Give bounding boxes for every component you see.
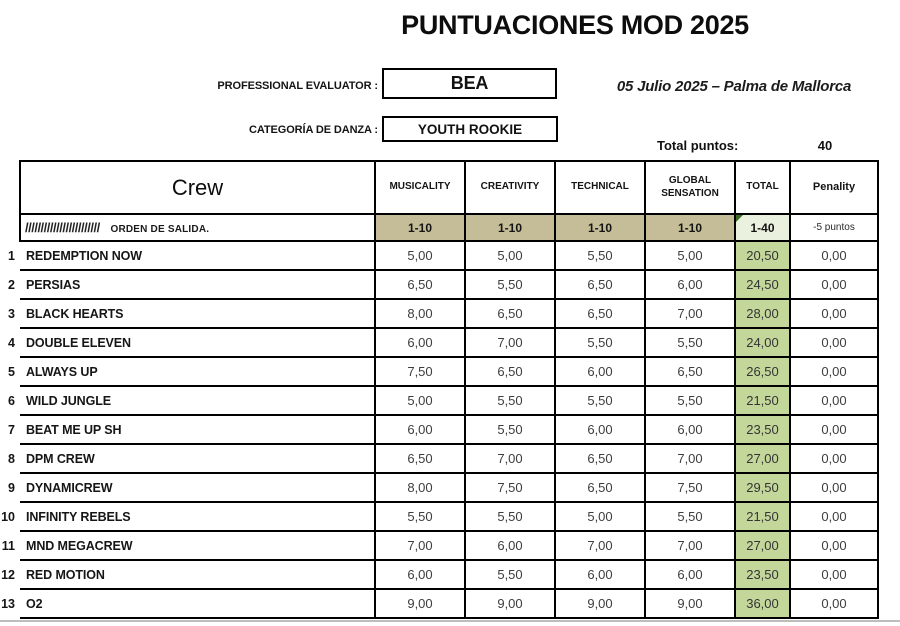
score-global-sensation: 6,00 bbox=[645, 560, 735, 589]
score-creativity: 5,50 bbox=[465, 386, 555, 415]
penalty-score: 0,00 bbox=[790, 531, 878, 560]
table-row bbox=[1, 299, 878, 328]
score-musicality: 5,50 bbox=[375, 502, 465, 531]
score-global-sensation: 7,50 bbox=[645, 473, 735, 502]
crew-name: DYNAMICREW bbox=[20, 473, 375, 502]
total-score: 29,50 bbox=[735, 473, 790, 502]
total-score: 24,50 bbox=[735, 270, 790, 299]
range-total bbox=[735, 214, 790, 241]
category-label: CATEGORÍA DE DANZA : bbox=[249, 124, 378, 136]
penalty-score: 0,00 bbox=[790, 386, 878, 415]
range-creativity: 1-10 bbox=[465, 214, 555, 241]
score-technical: 5,50 bbox=[555, 328, 645, 357]
column-header-musicality: MUSICALITY bbox=[375, 161, 465, 214]
total-score: 21,50 bbox=[735, 502, 790, 531]
penalty-score: 0,00 bbox=[790, 357, 878, 386]
score-global-sensation: 5,50 bbox=[645, 328, 735, 357]
score-musicality: 7,00 bbox=[375, 531, 465, 560]
score-technical: 5,50 bbox=[555, 241, 645, 270]
table-row bbox=[1, 270, 878, 299]
score-musicality: 7,50 bbox=[375, 357, 465, 386]
total-score: 26,50 bbox=[735, 357, 790, 386]
penalty-score: 0,00 bbox=[790, 270, 878, 299]
table-header-row bbox=[1, 161, 878, 214]
score-musicality: 6,50 bbox=[375, 444, 465, 473]
crew-name: ALWAYS UP bbox=[20, 357, 375, 386]
score-creativity: 6,50 bbox=[465, 357, 555, 386]
table-row bbox=[1, 444, 878, 473]
row-number: 13 bbox=[1, 596, 15, 611]
orden-de-salida-cell bbox=[20, 214, 375, 241]
penalty-score: 0,00 bbox=[790, 328, 878, 357]
score-musicality: 6,00 bbox=[375, 328, 465, 357]
score-table bbox=[1, 160, 879, 619]
score-technical: 6,00 bbox=[555, 357, 645, 386]
crew-name: INFINITY REBELS bbox=[20, 502, 375, 531]
row-number: 6 bbox=[8, 393, 15, 408]
score-global-sensation: 5,50 bbox=[645, 386, 735, 415]
table-row bbox=[1, 502, 878, 531]
order-range-row bbox=[1, 214, 878, 241]
category-value-box: YOUTH ROOKIE bbox=[382, 116, 558, 142]
penalty-score: 0,00 bbox=[790, 415, 878, 444]
column-header-penality: Penality bbox=[790, 161, 878, 214]
total-score: 27,00 bbox=[735, 444, 790, 473]
total-score: 23,50 bbox=[735, 415, 790, 444]
score-creativity: 7,00 bbox=[465, 444, 555, 473]
row-number: 4 bbox=[8, 335, 15, 350]
crew-name: DOUBLE ELEVEN bbox=[20, 328, 375, 357]
score-creativity: 5,50 bbox=[465, 502, 555, 531]
crew-name: O2 bbox=[20, 589, 375, 618]
score-global-sensation: 5,00 bbox=[645, 241, 735, 270]
crew-name: BEAT ME UP SH bbox=[20, 415, 375, 444]
table-row bbox=[1, 241, 878, 270]
evaluator-value-box: BEA bbox=[382, 68, 557, 99]
score-creativity: 7,00 bbox=[465, 328, 555, 357]
row-number: 1 bbox=[8, 248, 15, 263]
range-technical: 1-10 bbox=[555, 214, 645, 241]
total-points-value: 40 bbox=[817, 138, 833, 153]
score-creativity: 5,50 bbox=[465, 560, 555, 589]
score-technical: 5,00 bbox=[555, 502, 645, 531]
range-penalty: -5 puntos bbox=[790, 214, 878, 241]
score-global-sensation: 7,00 bbox=[645, 444, 735, 473]
score-creativity: 5,50 bbox=[465, 270, 555, 299]
score-musicality: 5,00 bbox=[375, 241, 465, 270]
total-score: 27,00 bbox=[735, 531, 790, 560]
crew-name: REDEMPTION NOW bbox=[20, 241, 375, 270]
score-table-body bbox=[1, 241, 878, 618]
table-row bbox=[1, 589, 878, 618]
row-number: 7 bbox=[8, 422, 15, 437]
table-row bbox=[1, 473, 878, 502]
score-musicality: 9,00 bbox=[375, 589, 465, 618]
evaluator-label: PROFESSIONAL EVALUATOR : bbox=[217, 80, 378, 92]
score-global-sensation: 6,00 bbox=[645, 270, 735, 299]
penalty-score: 0,00 bbox=[790, 589, 878, 618]
hatch-pattern: //////////////////////// bbox=[25, 220, 100, 235]
total-score: 24,00 bbox=[735, 328, 790, 357]
event-date-location: 05 Julio 2025 – Palma de Mallorca bbox=[616, 78, 852, 95]
penalty-score: 0,00 bbox=[790, 241, 878, 270]
crew-column-header: Crew bbox=[20, 161, 375, 214]
score-technical: 6,50 bbox=[555, 444, 645, 473]
score-global-sensation: 7,00 bbox=[645, 531, 735, 560]
score-musicality: 8,00 bbox=[375, 299, 465, 328]
score-musicality: 5,00 bbox=[375, 386, 465, 415]
score-musicality: 8,00 bbox=[375, 473, 465, 502]
table-row bbox=[1, 531, 878, 560]
table-row bbox=[1, 357, 878, 386]
page-title: PUNTUACIONES MOD 2025 bbox=[401, 10, 749, 40]
table-row bbox=[1, 560, 878, 589]
row-number: 9 bbox=[8, 480, 15, 495]
score-musicality: 6,00 bbox=[375, 415, 465, 444]
orden-de-salida-label: ORDEN DE SALIDA. bbox=[110, 224, 210, 235]
score-technical: 9,00 bbox=[555, 589, 645, 618]
crew-name: DPM CREW bbox=[20, 444, 375, 473]
score-technical: 5,50 bbox=[555, 386, 645, 415]
score-musicality: 6,00 bbox=[375, 560, 465, 589]
total-score: 21,50 bbox=[735, 386, 790, 415]
column-header-creativity: CREATIVITY bbox=[465, 161, 555, 214]
score-global-sensation: 6,50 bbox=[645, 357, 735, 386]
score-technical: 6,50 bbox=[555, 299, 645, 328]
page-edge-line bbox=[0, 620, 900, 622]
comment-marker-icon bbox=[736, 215, 743, 222]
row-number: 12 bbox=[1, 567, 15, 582]
crew-name: PERSIAS bbox=[20, 270, 375, 299]
row-number-gutter bbox=[1, 161, 20, 214]
table-row bbox=[1, 328, 878, 357]
penalty-score: 0,00 bbox=[790, 502, 878, 531]
score-creativity: 6,50 bbox=[465, 299, 555, 328]
score-global-sensation: 5,50 bbox=[645, 502, 735, 531]
total-points-label: Total puntos: bbox=[657, 138, 739, 153]
score-creativity: 5,50 bbox=[465, 415, 555, 444]
score-technical: 7,00 bbox=[555, 531, 645, 560]
score-creativity: 6,00 bbox=[465, 531, 555, 560]
penalty-score: 0,00 bbox=[790, 444, 878, 473]
score-technical: 6,00 bbox=[555, 415, 645, 444]
row-number-gutter bbox=[1, 214, 20, 241]
crew-name: MND MEGACREW bbox=[20, 531, 375, 560]
score-technical: 6,50 bbox=[555, 270, 645, 299]
range-global-sensation: 1-10 bbox=[645, 214, 735, 241]
total-score: 23,50 bbox=[735, 560, 790, 589]
total-score: 28,00 bbox=[735, 299, 790, 328]
score-creativity: 5,00 bbox=[465, 241, 555, 270]
range-musicality: 1-10 bbox=[375, 214, 465, 241]
row-number: 2 bbox=[8, 277, 15, 292]
row-number: 10 bbox=[1, 509, 15, 524]
crew-name: BLACK HEARTS bbox=[20, 299, 375, 328]
range-total-label: 1-40 bbox=[750, 220, 775, 235]
penalty-score: 0,00 bbox=[790, 473, 878, 502]
column-header-technical: TECHNICAL bbox=[555, 161, 645, 214]
score-global-sensation: 7,00 bbox=[645, 299, 735, 328]
table-row bbox=[1, 386, 878, 415]
column-header-global-sensation: GLOBAL SENSATION bbox=[645, 161, 735, 214]
total-score: 20,50 bbox=[735, 241, 790, 270]
penalty-score: 0,00 bbox=[790, 299, 878, 328]
crew-name: WILD JUNGLE bbox=[20, 386, 375, 415]
penalty-score: 0,00 bbox=[790, 560, 878, 589]
crew-name: RED MOTION bbox=[20, 560, 375, 589]
score-global-sensation: 9,00 bbox=[645, 589, 735, 618]
table-row bbox=[1, 415, 878, 444]
score-technical: 6,00 bbox=[555, 560, 645, 589]
score-technical: 6,50 bbox=[555, 473, 645, 502]
row-number: 11 bbox=[1, 538, 15, 553]
score-creativity: 7,50 bbox=[465, 473, 555, 502]
row-number: 5 bbox=[8, 364, 15, 379]
score-musicality: 6,50 bbox=[375, 270, 465, 299]
score-global-sensation: 6,00 bbox=[645, 415, 735, 444]
row-number: 8 bbox=[8, 451, 15, 466]
column-header-total: TOTAL bbox=[735, 161, 790, 214]
score-creativity: 9,00 bbox=[465, 589, 555, 618]
row-number: 3 bbox=[8, 306, 15, 321]
total-score: 36,00 bbox=[735, 589, 790, 618]
